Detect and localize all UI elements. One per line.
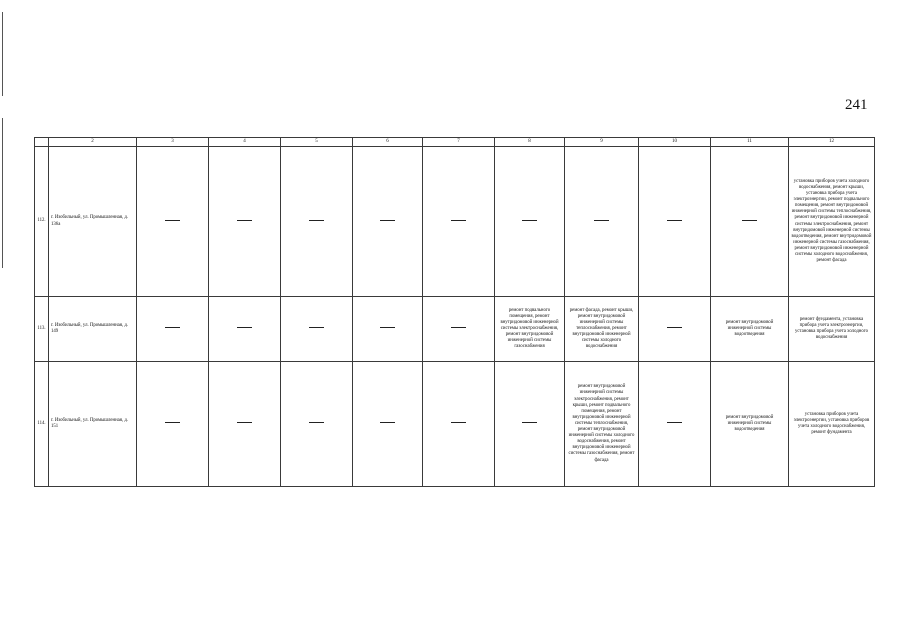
dash-mark [309, 327, 324, 328]
empty-dash-cell [353, 147, 423, 297]
table-row [35, 362, 875, 487]
empty-dash-cell [495, 362, 565, 487]
header-cell: 7 [423, 138, 495, 147]
dash-mark [451, 220, 466, 221]
header-cell: 6 [353, 138, 423, 147]
binding-margin-line-top [2, 12, 3, 96]
dash-mark [451, 422, 466, 423]
empty-dash-cell [639, 147, 711, 297]
header-cell: 10 [639, 138, 711, 147]
header-cell: 12 [789, 138, 875, 147]
header-cell: 2 [49, 138, 137, 147]
dash-mark [451, 327, 466, 328]
empty-dash-cell [423, 362, 495, 487]
dash-mark [309, 220, 324, 221]
dash-mark [667, 422, 682, 423]
works-cell: установка приборов учета холодного водоснабжения, ремонт крыши, установка прибора учета электроэнергии, ремонт подвального помещения, ремонт внутридомовой инженерной системы теплоснабжения, ремонт внутридомовой инженерной системы электроснабжения, ремонт внутридомовой инженерной системы водоотведения, ремонт внутридомовой инженерной системы газоснабжения, ремонт внутридомовой инженерной системы холодного водоснабжения, ремонт фасада [789, 147, 875, 297]
table-row [35, 147, 875, 297]
dash-mark [380, 327, 395, 328]
page-number: 241 [845, 97, 868, 113]
empty-dash-cell [353, 362, 423, 487]
dash-mark [165, 422, 180, 423]
empty-dash-cell [137, 362, 209, 487]
empty-dash-cell [353, 297, 423, 362]
empty-dash-cell [137, 297, 209, 362]
dash-mark [309, 422, 324, 423]
header-cell: 9 [565, 138, 639, 147]
header-cell: 5 [281, 138, 353, 147]
empty-dash-cell [209, 297, 281, 362]
header-cell: 4 [209, 138, 281, 147]
dash-mark [742, 220, 757, 221]
dash-mark [237, 327, 252, 328]
empty-dash-cell [281, 297, 353, 362]
empty-dash-cell [137, 147, 209, 297]
empty-dash-cell [711, 147, 789, 297]
header-cell: 11 [711, 138, 789, 147]
header-cell: 3 [137, 138, 209, 147]
empty-dash-cell [495, 147, 565, 297]
row-number: 114. [35, 362, 49, 487]
works-cell: ремонт внутридомовой инженерной системы водоотведения [711, 362, 789, 487]
dash-mark [237, 220, 252, 221]
works-cell: ремонт внутридомовой инженерной системы электроснабжения, ремонт крыши, ремонт подвального помещения, ремонт внутридомовой инженерной системы теплоснабжения, ремонт внутридомовой инженерной системы холодного водоснабжения, ремонт внутридомовой инженерной системы газоснабжения, ремонт фасада [565, 362, 639, 487]
binding-margin-line-bottom [2, 118, 3, 268]
dash-mark [522, 422, 537, 423]
dash-mark [667, 220, 682, 221]
dash-mark [667, 327, 682, 328]
empty-dash-cell [281, 147, 353, 297]
empty-dash-cell [639, 297, 711, 362]
works-cell: ремонт фундамента, установка прибора учета электроэнергии, установка прибора учета холодного водоснабжения [789, 297, 875, 362]
empty-dash-cell [639, 362, 711, 487]
dash-mark [165, 327, 180, 328]
empty-dash-cell [281, 362, 353, 487]
row-number: 113. [35, 297, 49, 362]
works-table [34, 137, 875, 487]
works-cell: установка приборов учета электроэнергии, установка приборов учета холодного водоснабжения, ремонт фундамента [789, 362, 875, 487]
table-row [35, 297, 875, 362]
dash-mark [380, 220, 395, 221]
works-cell: ремонт фасада, ремонт крыши, ремонт внутридомовой инженерной системы теплоснабжения, ремонт внутридомовой инженерной системы холодного водоснабжения [565, 297, 639, 362]
dash-mark [237, 422, 252, 423]
works-cell: ремонт внутридомовой инженерной системы водоотведения [711, 297, 789, 362]
empty-dash-cell [423, 297, 495, 362]
table-header-row [35, 138, 875, 147]
dash-mark [522, 220, 537, 221]
row-address: г. Изобильный, ул. Промышленная, д. 136а [49, 147, 137, 297]
empty-dash-cell [209, 362, 281, 487]
dash-mark [594, 220, 609, 221]
empty-dash-cell [423, 147, 495, 297]
header-cell-blank [35, 138, 49, 147]
empty-dash-cell [209, 147, 281, 297]
header-cell: 8 [495, 138, 565, 147]
works-cell: ремонт подвального помещения, ремонт внутридомовой инженерной системы электроснабжения, ремонт внутридомовой инженерной системы газоснабжения [495, 297, 565, 362]
row-number: 112. [35, 147, 49, 297]
empty-dash-cell [565, 147, 639, 297]
row-address: г. Изобильный, ул. Промышленная, д. 149 [49, 297, 137, 362]
row-address: г. Изобильный, ул. Промышленная, д. 151 [49, 362, 137, 487]
dash-mark [380, 422, 395, 423]
dash-mark [165, 220, 180, 221]
